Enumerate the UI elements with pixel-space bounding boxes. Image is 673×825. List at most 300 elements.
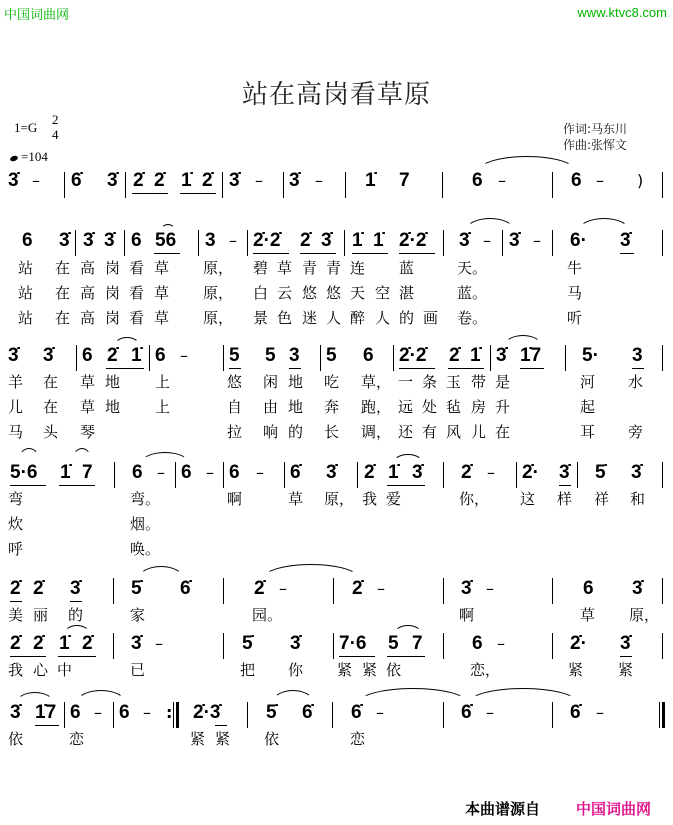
note: 6̇	[570, 702, 581, 723]
barline	[64, 172, 65, 198]
lyric: 弯	[8, 490, 24, 508]
lyric: 悠	[326, 284, 342, 302]
lyric: 人	[375, 309, 391, 327]
note: 3̇	[620, 633, 631, 654]
lyric: 自	[227, 398, 243, 416]
lyric: 中	[57, 661, 73, 679]
lyric: 草	[277, 259, 293, 277]
note: 6	[583, 578, 594, 599]
note: 2̇	[33, 633, 44, 654]
lyric: 你，	[459, 490, 490, 508]
lyric: 跑，	[361, 398, 392, 416]
lyric: 依	[8, 730, 24, 748]
note: 3̇	[496, 345, 507, 366]
lyric: 青	[326, 259, 342, 277]
beam	[387, 485, 425, 486]
lyric: 在	[43, 398, 59, 416]
note-dash: –	[32, 171, 40, 190]
note: 7	[412, 633, 423, 654]
lyric: 卷。	[457, 309, 488, 327]
note: 6	[22, 230, 33, 251]
note: 3̇	[59, 230, 70, 251]
lyrics-verse-1	[0, 606, 673, 636]
note: 2̇	[364, 462, 375, 483]
note: 6	[472, 633, 483, 654]
lyric: 地	[288, 398, 304, 416]
lyric: 闲	[263, 373, 279, 391]
lyric: 高	[80, 259, 96, 277]
score-title: 站在高岗看草原	[241, 80, 431, 110]
lyric: 儿	[8, 398, 24, 416]
barline	[149, 345, 150, 371]
note-dash: –	[256, 463, 264, 482]
note: 6	[155, 345, 166, 366]
lyric: 你	[288, 661, 304, 679]
lyric: 青	[302, 259, 318, 277]
barline	[552, 702, 553, 728]
lyric: 爱	[386, 490, 402, 508]
barline	[320, 345, 321, 371]
lyric: 的	[288, 423, 304, 441]
lyric: 蓝。	[457, 284, 488, 302]
barline	[552, 578, 553, 604]
lyric: 草，	[361, 373, 392, 391]
note-dash: –	[376, 703, 384, 722]
lyric: 听	[567, 309, 583, 327]
barline	[333, 633, 334, 659]
note: 2̇·	[570, 633, 587, 654]
lyric: 恋，	[470, 661, 501, 679]
barline	[662, 462, 663, 488]
lyric: 连	[350, 259, 366, 277]
lyric: 和	[630, 490, 646, 508]
lyric: 丽	[33, 606, 49, 624]
lyric: 马	[8, 423, 24, 441]
note: 1̇	[352, 230, 363, 251]
note: 2̇	[254, 578, 265, 599]
note: 5̇	[266, 702, 277, 723]
lyric: 上	[155, 373, 171, 391]
barline	[125, 172, 126, 198]
lyric: 毡	[446, 398, 462, 416]
lyric: 地	[288, 373, 304, 391]
lyric: 起	[580, 398, 596, 416]
note: 6̇	[461, 702, 472, 723]
lyric: 在	[495, 423, 511, 441]
note: 5·	[582, 345, 599, 366]
score-row-5	[0, 578, 673, 608]
note: 5	[229, 345, 240, 366]
note: 1̇	[181, 170, 192, 191]
note: 2̇	[10, 578, 21, 599]
note: 1̇	[131, 345, 142, 366]
source-site-link[interactable]: 中国词曲网	[576, 800, 652, 818]
note: 6̇	[180, 578, 191, 599]
barline	[175, 462, 176, 488]
note-dash: –	[315, 171, 323, 190]
lyric: 在	[43, 373, 59, 391]
closing-paren: )	[637, 171, 644, 190]
barline	[552, 230, 553, 256]
beam	[154, 253, 180, 254]
note: 2̇	[10, 633, 21, 654]
barline	[198, 230, 199, 256]
beam	[339, 656, 375, 657]
note: 2̇	[461, 462, 472, 483]
beam	[70, 601, 82, 602]
lyric: 草	[580, 606, 596, 624]
lyric: 还	[398, 423, 414, 441]
beam	[632, 368, 644, 369]
lyric: 带	[471, 373, 487, 391]
barline	[552, 633, 553, 659]
lyric: 风	[446, 423, 462, 441]
lyric: 高	[80, 284, 96, 302]
lyric: 的	[68, 606, 84, 624]
lyric: 上	[155, 398, 171, 416]
note: 6	[119, 702, 130, 723]
lyric: 响	[263, 423, 279, 441]
lyric: 有	[422, 423, 438, 441]
note: 3̇	[229, 170, 240, 191]
lyric: 站	[18, 284, 34, 302]
lyric: 这	[520, 490, 536, 508]
time-signature-top: 2	[52, 112, 59, 127]
barline	[662, 345, 663, 371]
final-barline-thin	[659, 702, 660, 728]
lyric: 蓝	[399, 259, 415, 277]
note: 7	[82, 462, 93, 483]
note-dash: –	[143, 703, 151, 722]
beam	[59, 485, 95, 486]
barline	[443, 230, 444, 256]
note: 5	[326, 345, 337, 366]
note-dash: –	[157, 463, 165, 482]
note: 2̇	[352, 578, 363, 599]
lyric: 天	[350, 284, 366, 302]
beam	[35, 725, 59, 726]
note: 3̇	[43, 345, 54, 366]
barline	[565, 345, 566, 371]
note: 3	[289, 345, 300, 366]
note: 2̇·2̇	[399, 230, 427, 251]
note-dash: –	[498, 171, 506, 190]
lyric: 碧	[253, 259, 269, 277]
note: 2̇	[82, 633, 93, 654]
score-row-6	[0, 633, 673, 663]
lyric: 升	[495, 398, 511, 416]
lyric: 紧	[568, 661, 584, 679]
note: 3̇	[326, 462, 337, 483]
lyric: 美	[8, 606, 24, 624]
barline	[443, 633, 444, 659]
note: 6	[363, 345, 374, 366]
lyric: 祥	[594, 490, 610, 508]
lyric: 原，	[203, 309, 234, 327]
note: 1̇	[60, 462, 71, 483]
lyric: 心	[33, 661, 49, 679]
lyric: 头	[43, 423, 59, 441]
lyric: 白	[253, 284, 269, 302]
lyric: 岗	[105, 284, 121, 302]
note: 2̇·3̇	[193, 702, 221, 723]
lyric: 高	[80, 309, 96, 327]
note: 3̇	[131, 633, 142, 654]
note: 3̇	[559, 462, 570, 483]
note-dash: –	[155, 634, 163, 653]
barline	[442, 172, 443, 198]
beam	[620, 253, 634, 254]
note: 5	[265, 345, 276, 366]
lyric: 在	[55, 284, 71, 302]
lyric: 恋	[69, 730, 85, 748]
barline	[662, 578, 663, 604]
barline	[222, 172, 223, 198]
lyric: 羊	[8, 373, 24, 391]
lyric: 马	[567, 284, 583, 302]
site-name-logo[interactable]: 中国词曲网	[4, 8, 70, 23]
lyric: 旁	[628, 423, 644, 441]
lyrics-verse-3	[0, 423, 673, 453]
note: 3	[205, 230, 216, 251]
barline	[516, 462, 517, 488]
lyric: 拉	[227, 423, 243, 441]
beam	[559, 485, 571, 486]
beam	[180, 193, 216, 194]
beam	[215, 725, 227, 726]
note: 3̇	[412, 462, 423, 483]
note: 6	[571, 170, 582, 191]
note: 3̇	[631, 462, 642, 483]
lyric: 呼	[8, 540, 24, 558]
barline	[502, 230, 503, 256]
lyrics-verse-1	[0, 661, 673, 691]
lyric: 一	[398, 373, 414, 391]
lyric: 琴	[80, 423, 96, 441]
beam	[10, 485, 46, 486]
note: 1̇	[373, 230, 384, 251]
note-dash: –	[497, 634, 505, 653]
lyric: 牛	[567, 259, 583, 277]
lyric: 啊	[459, 606, 475, 624]
lyric: 草	[80, 398, 96, 416]
barline	[284, 462, 285, 488]
note-dash: –	[255, 171, 263, 190]
lyric: 人	[326, 309, 342, 327]
lyric: 迷	[302, 309, 318, 327]
barline	[393, 345, 394, 371]
lyric: 由	[263, 398, 279, 416]
lyric: 站	[18, 309, 34, 327]
lyric: 在	[55, 259, 71, 277]
lyric: 紧	[362, 661, 378, 679]
score-row-2	[0, 230, 673, 260]
note: 6	[70, 702, 81, 723]
beam	[132, 193, 168, 194]
beam	[10, 656, 46, 657]
lyric: 远	[398, 398, 414, 416]
lyric: 草	[154, 284, 170, 302]
lyric: 恋	[350, 730, 366, 748]
note: 6	[132, 462, 143, 483]
lyric: 奔	[324, 398, 340, 416]
lyric: 炊	[8, 515, 24, 533]
barline	[114, 462, 115, 488]
beam	[620, 656, 632, 657]
score-row-4	[0, 462, 673, 492]
barline	[662, 172, 663, 198]
note: 3̇	[10, 702, 21, 723]
lyric: 悠	[227, 373, 243, 391]
lyric: 依	[264, 730, 280, 748]
lyric: 处	[422, 398, 438, 416]
lyric: 醉	[350, 309, 366, 327]
note: 3	[632, 345, 643, 366]
note: 3̇	[290, 633, 301, 654]
note: 3̇	[8, 170, 19, 191]
note: 1̇	[365, 170, 376, 191]
beam	[399, 368, 435, 369]
lyric: 原，	[203, 259, 234, 277]
barline	[577, 462, 578, 488]
barline	[345, 172, 346, 198]
source-label: 本曲谱源自	[465, 800, 541, 818]
tie-slur	[478, 156, 576, 171]
lyric: 弯。	[130, 490, 161, 508]
note: 3̇	[632, 578, 643, 599]
lyric: 河	[580, 373, 596, 391]
barline	[283, 172, 284, 198]
barline	[64, 702, 65, 728]
note-dash: –	[486, 703, 494, 722]
lyric: 悠	[302, 284, 318, 302]
site-url-link[interactable]: www.ktvc8.com	[577, 5, 667, 20]
lyric: 水	[628, 373, 644, 391]
final-barline-thick	[662, 702, 665, 728]
repeat-barline-thick	[176, 702, 179, 728]
note: 6	[82, 345, 93, 366]
score-row-1	[0, 170, 673, 200]
beam	[58, 656, 96, 657]
note-dash: –	[377, 579, 385, 598]
note: 1̇7	[35, 702, 57, 723]
lyric: 草	[80, 373, 96, 391]
beam	[448, 368, 484, 369]
beam	[300, 253, 336, 254]
note: 2̇	[133, 170, 144, 191]
note: 5̇	[595, 462, 606, 483]
barline	[333, 578, 334, 604]
lyric: 看	[129, 259, 145, 277]
note: 6	[181, 462, 192, 483]
barline	[443, 462, 444, 488]
note-dash: –	[279, 579, 287, 598]
note-dash: –	[180, 346, 188, 365]
note: 5	[388, 633, 399, 654]
lyric: 把	[240, 661, 256, 679]
repeat-dots: :	[166, 703, 173, 722]
lyric: 是	[495, 373, 511, 391]
lyric: 草	[288, 490, 304, 508]
note: 6̇	[71, 170, 82, 191]
lyric: 吃	[324, 373, 340, 391]
lyric: 在	[55, 309, 71, 327]
lyric: 儿	[471, 423, 487, 441]
lyric: 草	[154, 259, 170, 277]
beam	[399, 253, 435, 254]
lyric: 的	[399, 309, 415, 327]
lyric: 我	[8, 661, 24, 679]
lyric: 画	[423, 309, 439, 327]
lyric: 唤。	[130, 540, 161, 558]
beam	[289, 368, 301, 369]
lyric: 啊	[227, 490, 243, 508]
lyric: 样	[557, 490, 573, 508]
composer-credit: 作曲:张恽文	[563, 138, 628, 152]
beam	[106, 368, 144, 369]
lyric: 调，	[361, 423, 392, 441]
time-signature	[52, 112, 59, 142]
barline	[344, 230, 345, 256]
note: 5̇	[242, 633, 253, 654]
lyric: 紧	[618, 661, 634, 679]
score-row-3	[0, 345, 673, 375]
note: 3̇	[289, 170, 300, 191]
note: 2̇	[300, 230, 311, 251]
note: 3̇	[321, 230, 332, 251]
barline	[113, 633, 114, 659]
lyrics-verse-3	[0, 309, 673, 339]
barline	[332, 702, 333, 728]
beam	[520, 368, 544, 369]
note: 2̇·	[522, 462, 539, 483]
lyric: 已	[130, 661, 146, 679]
note: 2̇	[202, 170, 213, 191]
note-dash: –	[229, 231, 237, 250]
lyric: 草	[154, 309, 170, 327]
lyric: 原，	[629, 606, 660, 624]
lyricist-credit: 作词:马东川	[563, 122, 628, 136]
note: 1̇	[470, 345, 481, 366]
note: 3̇	[620, 230, 631, 251]
lyric: 园。	[252, 606, 283, 624]
note: 56	[155, 230, 177, 251]
note: 6	[229, 462, 240, 483]
lyric: 岗	[105, 259, 121, 277]
beam	[253, 253, 289, 254]
note: 1̇	[388, 462, 399, 483]
note: 3̇	[461, 578, 472, 599]
note-dash: –	[487, 463, 495, 482]
lyric: 天。	[457, 259, 488, 277]
barline	[490, 345, 491, 371]
lyric: 景	[253, 309, 269, 327]
lyric: 原，	[203, 284, 234, 302]
repeat-barline-thin	[173, 702, 174, 728]
lyric: 看	[129, 309, 145, 327]
note: 3̇	[459, 230, 470, 251]
note-dash: –	[206, 463, 214, 482]
lyric: 玉	[446, 373, 462, 391]
note-dash: –	[533, 231, 541, 250]
note: 2̇·2̇	[399, 345, 427, 366]
note: 3̇	[83, 230, 94, 251]
barline	[443, 578, 444, 604]
barline	[223, 633, 224, 659]
lyric: 湛	[399, 284, 415, 302]
note: 6	[131, 230, 142, 251]
note-dash: –	[596, 703, 604, 722]
